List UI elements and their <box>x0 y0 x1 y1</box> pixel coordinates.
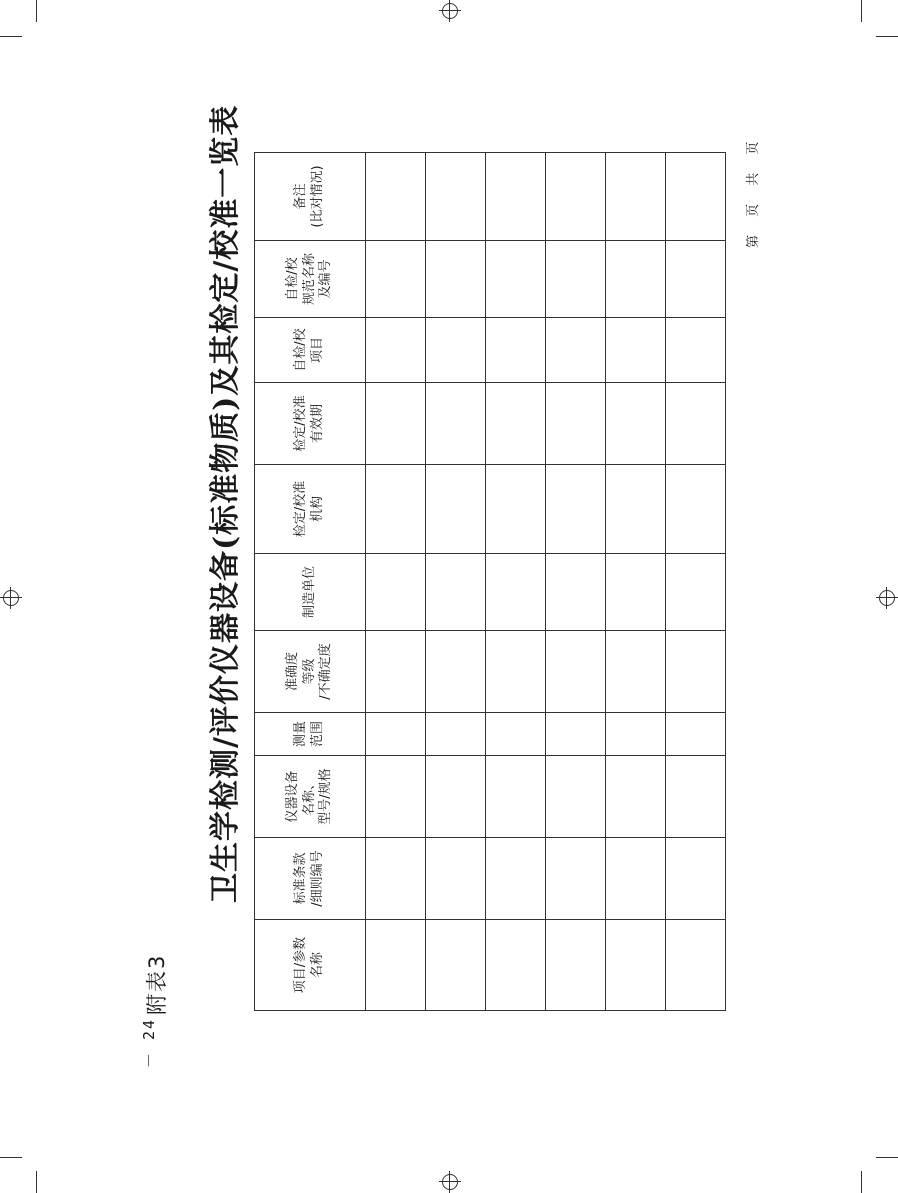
table-cell[interactable] <box>666 756 726 838</box>
table-cell[interactable] <box>486 838 546 920</box>
table-cell[interactable] <box>486 383 546 465</box>
table-cell[interactable] <box>426 465 486 554</box>
table-cell[interactable] <box>606 756 666 838</box>
table-cell[interactable] <box>486 920 546 1011</box>
header-calibration-validity: 检定/校准 有效期 <box>255 383 366 465</box>
table-cell[interactable] <box>426 920 486 1011</box>
table-cell[interactable] <box>366 318 426 383</box>
table-cell[interactable] <box>426 631 486 713</box>
table-cell[interactable] <box>666 713 726 756</box>
table-cell[interactable] <box>546 631 606 713</box>
table-cell[interactable] <box>546 756 606 838</box>
table-cell[interactable] <box>486 465 546 554</box>
header-standard-clause: 标准条款 /细则编号 <box>255 838 366 920</box>
table-cell[interactable] <box>366 241 426 318</box>
page-info: 第 页 共 页 <box>746 141 761 248</box>
table-cell[interactable] <box>546 838 606 920</box>
table-body <box>366 153 726 1011</box>
table-cell[interactable] <box>546 318 606 383</box>
table-cell[interactable] <box>486 318 546 383</box>
table-cell[interactable] <box>606 554 666 631</box>
table-header-row <box>255 153 366 1011</box>
table-cell[interactable] <box>366 631 426 713</box>
table-cell[interactable] <box>366 838 426 920</box>
table-cell[interactable] <box>486 241 546 318</box>
header-item-name: 项目/参数 名称 <box>255 920 366 1011</box>
table-cell[interactable] <box>426 838 486 920</box>
table-cell[interactable] <box>366 920 426 1011</box>
table-cell[interactable] <box>546 383 606 465</box>
table-cell[interactable] <box>546 465 606 554</box>
table-cell[interactable] <box>366 554 426 631</box>
page-title: 卫生学检测/评价仪器设备(标准物质)及其检定/校准一览表 <box>208 104 243 903</box>
table-cell[interactable] <box>426 554 486 631</box>
table-cell[interactable] <box>366 756 426 838</box>
table-cell[interactable] <box>426 756 486 838</box>
table-cell[interactable] <box>366 383 426 465</box>
instrument-table <box>254 152 726 1011</box>
table-cell[interactable] <box>606 318 666 383</box>
table-cell[interactable] <box>666 631 726 713</box>
table-cell[interactable] <box>546 153 606 241</box>
table-cell[interactable] <box>426 241 486 318</box>
table-cell[interactable] <box>486 554 546 631</box>
table-row <box>486 153 546 1011</box>
table-row <box>666 153 726 1011</box>
table-cell[interactable] <box>426 318 486 383</box>
header-instrument-model: 仪器设备 名称、 型号/规格 <box>255 756 366 838</box>
table-cell[interactable] <box>426 713 486 756</box>
table-cell[interactable] <box>666 318 726 383</box>
table-cell[interactable] <box>606 465 666 554</box>
table-cell[interactable] <box>606 153 666 241</box>
page-number: － 24 － <box>140 989 158 1068</box>
table-cell[interactable] <box>486 153 546 241</box>
table-cell[interactable] <box>546 920 606 1011</box>
table-cell[interactable] <box>366 465 426 554</box>
table-row <box>426 153 486 1011</box>
table-cell[interactable] <box>606 631 666 713</box>
table-row <box>546 153 606 1011</box>
table-cell[interactable] <box>426 383 486 465</box>
table-cell[interactable] <box>546 554 606 631</box>
table-cell[interactable] <box>486 631 546 713</box>
table-cell[interactable] <box>666 153 726 241</box>
table-cell[interactable] <box>546 713 606 756</box>
table-cell[interactable] <box>666 241 726 318</box>
table-cell[interactable] <box>486 756 546 838</box>
table-cell[interactable] <box>606 241 666 318</box>
header-accuracy: 准确度 等级 /不确定度 <box>255 631 366 713</box>
table-cell[interactable] <box>486 713 546 756</box>
table-cell[interactable] <box>366 153 426 241</box>
table-row <box>366 153 426 1011</box>
table-cell[interactable] <box>666 554 726 631</box>
table-row <box>606 153 666 1011</box>
table-cell[interactable] <box>666 383 726 465</box>
table-cell[interactable] <box>606 920 666 1011</box>
table-cell[interactable] <box>366 713 426 756</box>
table-cell[interactable] <box>546 241 606 318</box>
table-cell[interactable] <box>606 713 666 756</box>
header-manufacturer: 制造单位 <box>255 554 366 631</box>
header-measure-range: 测量 范围 <box>255 713 366 756</box>
table-cell[interactable] <box>666 465 726 554</box>
header-remarks: 备注 (比对情况) <box>255 153 366 241</box>
header-self-check-spec: 自检/校 规范名称 及编号 <box>255 241 366 318</box>
table-cell[interactable] <box>426 153 486 241</box>
table-cell[interactable] <box>666 838 726 920</box>
header-calibration-org: 检定/校准 机构 <box>255 465 366 554</box>
table-cell[interactable] <box>606 383 666 465</box>
header-self-check-item: 自检/校 项目 <box>255 318 366 383</box>
appendix-label: 附表3 <box>145 953 169 1015</box>
table-cell[interactable] <box>606 838 666 920</box>
table-cell[interactable] <box>666 920 726 1011</box>
